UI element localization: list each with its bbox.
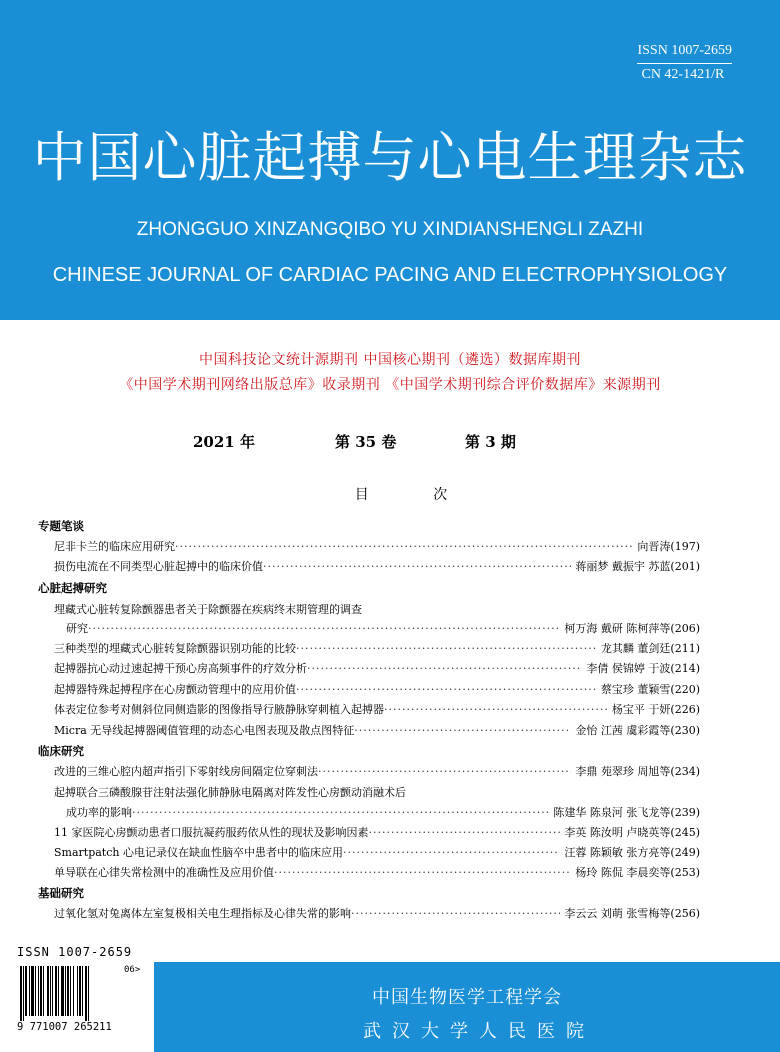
toc-entry-authors-page: 龙其麟 董剑廷(211) [600,642,700,655]
barcode-bar [65,966,66,1016]
issn-cn-box [637,40,732,86]
barcode-bar [23,966,24,1021]
toc-leader-dots [369,826,561,839]
toc-entry-title: 起搏器抗心动过速起搏干预心房高频事件的疗效分析 [54,662,307,675]
barcode-issn-label: ISSN 1007-2659 [17,945,133,959]
toc-entry[interactable] [66,804,700,822]
toc-entry-authors-page: 杨宝平 于妍(226) [611,703,700,716]
toc-entry[interactable] [54,824,700,842]
toc-entry-title: 起搏器特殊起搏程序在心房颤动管理中的应用价值 [54,683,296,696]
toc-entry-title: 单导联在心律失常检测中的准确性及应用价值 [54,866,274,879]
indexing-line-2: 《中国学术期刊网络出版总库》收录期刊 《中国学术期刊综合评价数据库》来源期刊 [119,377,661,393]
toc-entry[interactable] [54,905,700,923]
toc-entry-title: 体表定位参考对侧斜位同侧造影的图像指导行腋静脉穿刺植入起搏器 [54,703,384,716]
toc-entry[interactable] [54,681,700,699]
barcode-bar [67,966,69,1016]
toc-entry-title: 过氧化氢对兔离体左室复极相关电生理指标及心律失常的影响 [54,907,351,920]
toc-entry-title: 三种类型的埋藏式心脏转复除颤器识别功能的比较 [54,642,296,655]
toc-entry-authors-page: 李英 陈汝明 卢晓英等(245) [564,826,700,839]
barcode-bar [82,966,83,1016]
barcode-bar [52,966,53,1016]
issn-number: ISSN 1007-2659 [637,40,732,64]
barcode-bar [77,966,78,1016]
toc-section-title: 专题笔谈 [38,519,84,533]
toc-entry-authors-page: 李鼎 苑翠珍 周旭等(234) [575,765,700,778]
toc-entry-title[interactable]: 埋藏式心脏转复除颤器患者关于除颤器在疾病终末期管理的调查 [54,603,362,616]
toc-leader-dots [351,907,560,920]
toc-leader-dots [307,662,582,675]
toc-leader-dots [263,560,571,573]
issue-volume: 第 35 卷 [335,433,397,451]
barcode-bar [55,966,57,1016]
toc-leader-dots [132,806,549,819]
toc-entry[interactable] [54,558,700,576]
toc-entry-authors-page: 陈建华 陈泉河 张飞龙等(239) [553,806,700,819]
barcode-bar [20,966,22,1021]
issue-year: 2021 年 [193,433,255,451]
toc-entry-authors-page: 向晋涛(197) [637,540,700,553]
barcode-bar [73,966,74,1016]
barcode-bar [79,966,81,1016]
barcode-bar [31,966,34,1016]
toc-entry-title: 成功率的影响 [66,806,132,819]
journal-title-pinyin: ZHONGGUO XINZANGQIBO YU XINDIANSHENGLI ZAZHI [136,219,644,240]
toc-entry[interactable] [54,722,700,740]
barcode-bar [58,966,59,1016]
toc-entry-authors-page: 李倩 侯锦婷 于波(214) [586,662,700,675]
toc-leader-dots [274,866,571,879]
toc-entry[interactable] [54,763,700,781]
barcode-bar [25,966,27,1016]
toc-leader-dots [343,846,560,859]
toc-entry-authors-page: 柯万海 戴研 陈柯萍等(206) [564,622,700,635]
toc-leader-dots [384,703,608,716]
publisher-society: 中国生物医学工程学会 [372,987,562,1008]
toc-leader-dots [88,622,560,635]
toc-entry-title: 研究 [66,622,88,635]
toc-entry-title: Smartpatch 心电记录仪在缺血性脑卒中患者中的临床应用 [54,846,343,859]
barcode-bar [38,966,39,1016]
toc-entry[interactable] [54,864,700,882]
toc-section-title: 心脏起搏研究 [38,581,107,595]
barcode-bar [61,966,64,1016]
toc-entry-title: 尼非卡兰的临床应用研究 [54,540,175,553]
cn-number: CN 42-1421/R [641,67,725,82]
barcode-bar [43,966,44,1016]
toc-entry-authors-page: 杨玲 陈侃 李晨奕等(253) [575,866,700,879]
journal-title-english: CHINESE JOURNAL OF CARDIAC PACING AND ELECTROPHYSIOLOGY [52,264,728,286]
toc-leader-dots [318,765,571,778]
toc-entry[interactable] [54,538,700,556]
barcode-bar [47,966,49,1016]
issue-number: 第 3 期 [465,433,516,451]
barcode-bar [88,966,89,1021]
toc-leader-dots [296,683,597,696]
toc-entry-title: 11 家医院心房颤动患者口服抗凝药服药依从性的现状及影响因素 [54,826,369,839]
toc-entry-title: 改进的三维心腔内超声指引下零射线房间隔定位穿刺法 [54,765,318,778]
toc-leader-dots [296,642,597,655]
barcode-bar [50,966,51,1016]
toc-entry[interactable] [66,620,700,638]
barcode-addon: 06> [124,965,141,975]
toc-entry-authors-page: 李云云 刘萌 张雪梅等(256) [564,907,700,920]
toc-leader-dots [175,540,633,553]
publisher-hospital: 武汉大学人民医院 [363,1021,595,1042]
barcode-bar [85,966,87,1021]
toc-entry[interactable] [54,660,700,678]
toc-entry-title[interactable]: 起搏联合三磷酸腺苷注射法强化肺静脉电隔离对阵发性心房颤动消融术后 [54,786,406,799]
toc-entry-authors-page: 蔡宝珍 董颖雪(220) [600,683,700,696]
toc-entry[interactable] [54,701,700,719]
barcode-bar [40,966,42,1016]
toc-entry-authors-page: 金怡 江茜 虞彩霞等(230) [575,724,700,737]
barcode-icon [18,966,122,1021]
toc-entry-authors-page: 蒋丽梦 戴振宇 苏蓝(201) [575,560,700,573]
barcode-digits: 9 771007 265211 [17,1021,112,1033]
toc-entry[interactable] [54,640,700,658]
toc-entry[interactable] [54,844,700,862]
toc-section-title: 基础研究 [38,886,84,900]
toc-entry-authors-page: 汪蓉 陈颖敏 张方亮等(249) [564,846,700,859]
toc-heading: 目 次 [354,487,478,503]
journal-title-chinese: 中国心脏起搏与心电生理杂志 [32,126,748,189]
indexing-line-1: 中国科技论文统计源期刊 中国核心期刊（遴选）数据库期刊 [199,352,581,368]
toc-entry-title: 损伤电流在不同类型心脏起搏中的临床价值 [54,560,263,573]
barcode-bar [70,966,71,1016]
toc-section-title: 临床研究 [38,744,84,758]
toc-leader-dots [354,724,571,737]
barcode-bar [29,966,30,1016]
toc-entry-title: Micra 无导线起搏器阈值管理的动态心电图表现及散点图特征 [54,724,355,737]
barcode-bar [35,966,36,1016]
